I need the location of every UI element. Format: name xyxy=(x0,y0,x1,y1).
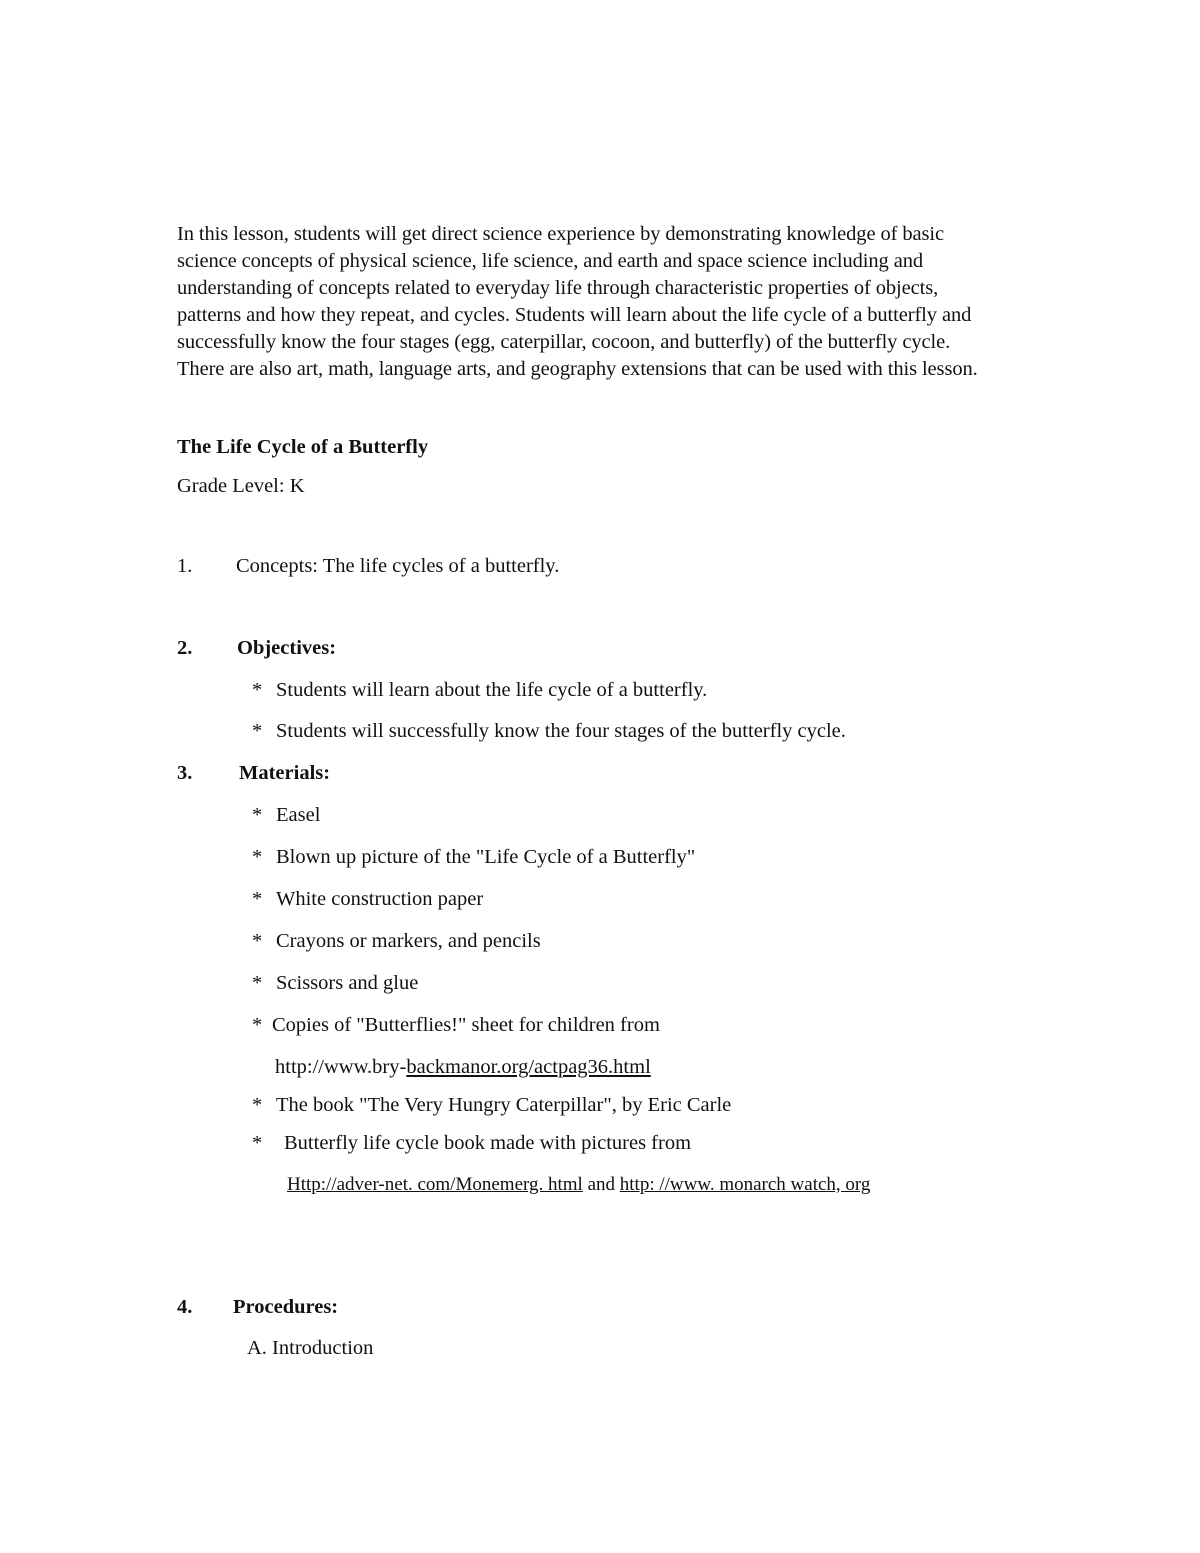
procedures-introduction: A. Introduction xyxy=(247,1337,374,1359)
lesson-title: The Life Cycle of a Butterfly xyxy=(177,436,429,458)
objective-item xyxy=(252,679,707,702)
bullet-star: * xyxy=(252,930,263,952)
material-item xyxy=(252,1094,731,1117)
grade-level: Grade Level: K xyxy=(177,475,305,497)
bullet-star: * xyxy=(252,679,263,701)
material-item xyxy=(252,888,483,911)
material-text: The book "The Very Hungry Caterpillar", by Eric Carle xyxy=(276,1094,732,1116)
section-number-2: 2. xyxy=(177,637,193,659)
material-item xyxy=(252,804,320,827)
monarch-watch-link[interactable]: http: //www. monarch watch, org xyxy=(619,1174,871,1195)
bullet-star: * xyxy=(252,972,263,994)
material-text: Copies of "Butterflies!" sheet for children from xyxy=(272,1014,660,1036)
adver-net-link[interactable]: Http://adver-net. com/Monemerg. html xyxy=(287,1174,583,1195)
section-number-1: 1. xyxy=(177,555,193,577)
intro-line: successfully know the four stages (egg, caterpillar, cocoon, and butterfly) of the butterfly cycle. xyxy=(177,331,951,353)
intro-line: science concepts of physical science, life science, and earth and space science including and xyxy=(177,250,924,272)
concepts-text: Concepts: The life cycles of a butterfly. xyxy=(236,555,560,577)
section-number-3: 3. xyxy=(177,762,193,784)
copies-link-line xyxy=(275,1056,651,1079)
bullet-star: * xyxy=(252,888,263,910)
section-number-4: 4. xyxy=(177,1296,193,1318)
intro-line: understanding of concepts related to everyday life through characteristic properties of objects, xyxy=(177,277,939,299)
book-links-line xyxy=(287,1174,870,1196)
bullet-star: * xyxy=(252,846,263,868)
material-item xyxy=(252,930,541,953)
and-text: and xyxy=(582,1174,620,1195)
bullet-star: * xyxy=(252,1014,263,1036)
bullet-star: * xyxy=(252,1132,263,1154)
objective-item xyxy=(252,720,846,743)
objective-text: Students will successfully know the four stages of the butterfly cycle. xyxy=(276,720,846,742)
material-text: Crayons or markers, and pencils xyxy=(276,930,541,952)
material-text: Scissors and glue xyxy=(276,972,419,994)
material-item xyxy=(252,1014,660,1037)
intro-line: There are also art, math, language arts, and geography extensions that can be used with this lesson. xyxy=(177,358,978,380)
bullet-star: * xyxy=(252,720,263,742)
bullet-star: * xyxy=(252,1094,263,1116)
material-text: Butterfly life cycle book made with pictures from xyxy=(284,1132,692,1154)
materials-heading: Materials: xyxy=(239,762,331,784)
material-item xyxy=(252,846,695,869)
material-text: Easel xyxy=(276,804,321,826)
copies-link-prefix: http://www.bry- xyxy=(275,1056,407,1078)
intro-line: In this lesson, students will get direct science experience by demonstrating knowledge of basic xyxy=(177,223,945,245)
bullet-star: * xyxy=(252,804,263,826)
material-item xyxy=(252,1132,691,1155)
intro-line: patterns and how they repeat, and cycles. Students will learn about the life cycle of a butterfly and xyxy=(177,304,972,326)
objectives-heading: Objectives: xyxy=(237,637,337,659)
procedures-heading: Procedures: xyxy=(233,1296,339,1318)
copies-link[interactable]: backmanor.org/actpag36.html xyxy=(406,1056,651,1078)
objective-text: Students will learn about the life cycle of a butterfly. xyxy=(276,679,708,701)
material-text: White construction paper xyxy=(276,888,484,910)
material-text: Blown up picture of the "Life Cycle of a Butterfly" xyxy=(276,846,696,868)
material-item xyxy=(252,972,418,995)
